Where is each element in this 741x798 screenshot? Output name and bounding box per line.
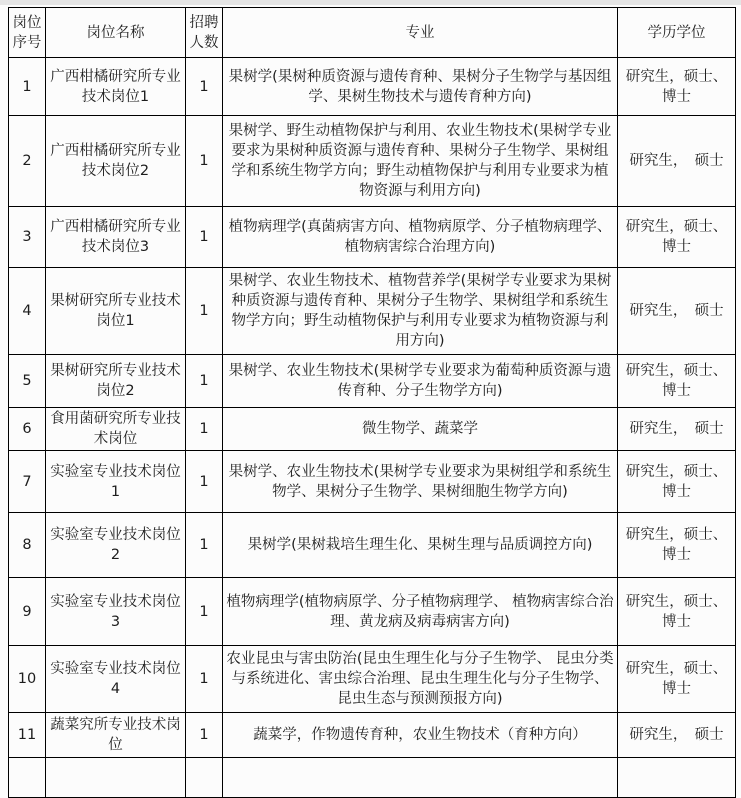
cell-degree: 研究生，硕士、博士 xyxy=(618,578,736,646)
cell-major: 果树学、野生动植物保护与利用、农业生物技术(果树学专业要求为果树种质资源与遗传育种、果树分子生物学、果树组学和系统生物学方向；野生动植物保护与利用专业要求为植物资源与利用方向) xyxy=(223,116,618,207)
cell-recruit-count: 1 xyxy=(186,713,223,758)
cell-position-name: 蔬菜究所专业技术岗位 xyxy=(46,713,186,758)
cell-position-name: 果树研究所专业技术岗位2 xyxy=(46,355,186,408)
cell-recruit-count xyxy=(186,758,223,798)
table-row xyxy=(9,578,736,646)
table-row-partial xyxy=(9,758,736,798)
cell-position-number: 2 xyxy=(9,116,46,207)
cell-position-number: 1 xyxy=(9,58,46,116)
cell-major: 果树学(果树种质资源与遗传育种、果树分子生物学与基因组学、果树生物技术与遗传育种方向) xyxy=(223,58,618,116)
cell-position-name: 实验室专业技术岗位2 xyxy=(46,513,186,578)
cell-position-number: 4 xyxy=(9,268,46,355)
table-row xyxy=(9,355,736,408)
cell-recruit-count: 1 xyxy=(186,355,223,408)
header-position-number: 岗位序号 xyxy=(9,8,46,58)
cell-degree: 研究生，硕士、博士 xyxy=(618,58,736,116)
table-row xyxy=(9,713,736,758)
cell-position-name: 食用菌研究所专业技术岗位 xyxy=(46,408,186,451)
cell-position-number: 7 xyxy=(9,451,46,513)
cell-position-name: 广西柑橘研究所专业技术岗位1 xyxy=(46,58,186,116)
cell-position-name xyxy=(46,758,186,798)
cell-recruit-count: 1 xyxy=(186,578,223,646)
table-row xyxy=(9,268,736,355)
cell-position-name: 广西柑橘研究所专业技术岗位2 xyxy=(46,116,186,207)
cell-major: 植物病理学(真菌病害方向、植物病原学、分子植物病理学、 植物病害综合治理方向) xyxy=(223,207,618,268)
cell-major: 果树学(果树栽培生理生化、果树生理与品质调控方向) xyxy=(223,513,618,578)
table-row xyxy=(9,116,736,207)
table-row xyxy=(9,58,736,116)
cell-recruit-count: 1 xyxy=(186,646,223,713)
cell-position-name: 广西柑橘研究所专业技术岗位3 xyxy=(46,207,186,268)
cell-recruit-count: 1 xyxy=(186,451,223,513)
table-row xyxy=(9,646,736,713)
cell-recruit-count: 1 xyxy=(186,408,223,451)
table-row xyxy=(9,207,736,268)
cell-major: 果树学、农业生物技术、植物营养学(果树学专业要求为果树种质资源与遗传育种、果树分子生物学、果树组学和系统生物学方向；野生动植物保护与利用专业要求为植物资源与利用方向) xyxy=(223,268,618,355)
cell-major: 微生物学、蔬菜学 xyxy=(223,408,618,451)
cell-major: 果树学、农业生物技术(果树学专业要求为果树组学和系统生物学、果树分子生物学、果树细胞生物学方向) xyxy=(223,451,618,513)
cell-position-name: 果树研究所专业技术岗位1 xyxy=(46,268,186,355)
header-recruit-count: 招聘人数 xyxy=(186,8,223,58)
cell-recruit-count: 1 xyxy=(186,513,223,578)
cell-degree: 研究生，硕士、博士 xyxy=(618,355,736,408)
cell-major xyxy=(223,758,618,798)
cell-degree: 研究生，硕士、博士 xyxy=(618,513,736,578)
cell-position-number: 11 xyxy=(9,713,46,758)
table-row xyxy=(9,451,736,513)
table-body xyxy=(9,58,736,798)
cell-degree xyxy=(618,758,736,798)
cell-position-name: 实验室专业技术岗位1 xyxy=(46,451,186,513)
recruitment-table xyxy=(8,7,736,798)
cell-position-number: 8 xyxy=(9,513,46,578)
header-degree: 学历学位 xyxy=(618,8,736,58)
cell-position-number: 6 xyxy=(9,408,46,451)
cell-recruit-count: 1 xyxy=(186,58,223,116)
cell-degree: 研究生，硕士、博士 xyxy=(618,207,736,268)
cell-position-name: 实验室专业技术岗位3 xyxy=(46,578,186,646)
cell-position-name: 实验室专业技术岗位4 xyxy=(46,646,186,713)
cell-position-number: 5 xyxy=(9,355,46,408)
cell-degree: 研究生， 硕士 xyxy=(618,268,736,355)
cell-degree: 研究生， 硕士 xyxy=(618,116,736,207)
cell-position-number: 10 xyxy=(9,646,46,713)
top-strip xyxy=(0,0,741,5)
table-row xyxy=(9,408,736,451)
cell-major: 果树学、农业生物技术(果树学专业要求为葡萄种质资源与遗传育种、分子生物学方向) xyxy=(223,355,618,408)
cell-major: 农业昆虫与害虫防治(昆虫生理生化与分子生物学、 昆虫分类与系统进化、害虫综合治理、昆虫生理生化与分子生物学、昆虫生态与预测预报方向) xyxy=(223,646,618,713)
cell-recruit-count: 1 xyxy=(186,268,223,355)
header-row xyxy=(9,8,736,58)
cell-degree: 研究生， 硕士 xyxy=(618,408,736,451)
cell-position-number: 3 xyxy=(9,207,46,268)
table-row xyxy=(9,513,736,578)
cell-recruit-count: 1 xyxy=(186,207,223,268)
cell-degree: 研究生， 硕士 xyxy=(618,713,736,758)
cell-degree: 研究生，硕士、博士 xyxy=(618,451,736,513)
header-position-name: 岗位名称 xyxy=(46,8,186,58)
cell-degree: 研究生，硕士、博士 xyxy=(618,646,736,713)
cell-recruit-count: 1 xyxy=(186,116,223,207)
cell-position-number: 9 xyxy=(9,578,46,646)
header-major: 专业 xyxy=(223,8,618,58)
cell-major: 植物病理学(植物病原学、分子植物病理学、 植物病害综合治理、黄龙病及病毒病害方向) xyxy=(223,578,618,646)
cell-position-number xyxy=(9,758,46,798)
cell-major: 蔬菜学，作物遗传育种，农业生物技术（育种方向） xyxy=(223,713,618,758)
